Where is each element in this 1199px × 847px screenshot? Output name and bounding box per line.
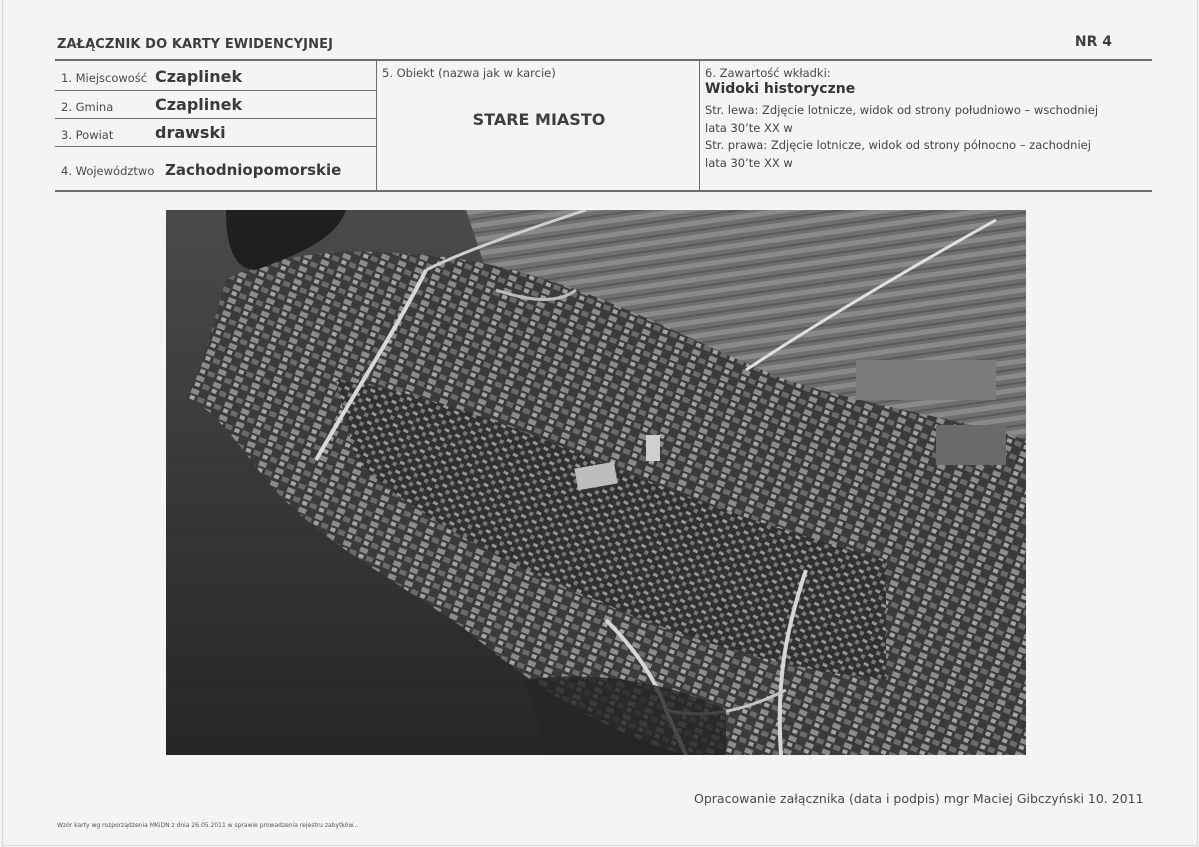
document-number: NR 4 [1074,34,1112,50]
gmina-value: Czaplinek [155,95,243,114]
row-divider-1 [55,90,376,91]
zawartosc-title: Widoki historyczne [705,81,856,97]
powiat-value: drawski [155,123,226,142]
regulation-footnote: Wzór karty wg rozporządzenia MKiDN z dnia 26.05.2011 w sprawie prowadzenia rejestru zabytków... [57,822,359,829]
document-title: ZAŁĄCZNIK DO KARTY EWIDENCYJNEJ [57,37,334,52]
row-divider-2 [55,118,376,119]
table-bottom-rule [55,190,1152,192]
gmina-label: 2. Gmina [61,100,114,114]
obiekt-label: 5. Obiekt (nazwa jak w karcie) [382,66,556,80]
zawartosc-line-4: lata 30’te XX w [705,156,793,170]
miejscowosc-value: Czaplinek [155,67,243,86]
wojewodztwo-value: Zachodniopomorskie [165,161,342,179]
signature-line: Opracowanie załącznika (data i podpis) mgr Maciej Gibczyński 10. 2011 [694,791,1144,806]
column-divider-1 [376,61,377,191]
zawartosc-line-3: Str. prawa: Zdjęcie lotnicze, widok od strony północno – zachodniej [705,138,1091,152]
zawartosc-line-1: Str. lewa: Zdjęcie lotnicze, widok od strony południowo – wschodniej [705,103,1099,117]
wojewodztwo-label: 4. Województwo [61,164,155,178]
miejscowosc-label: 1. Miejscowość [61,71,148,85]
aerial-photo [166,210,1026,755]
zawartosc-line-2: lata 30’te XX w [705,121,793,135]
row-divider-3 [55,146,376,147]
table-top-rule [55,59,1152,61]
obiekt-value: STARE MIASTO [472,110,606,129]
powiat-label: 3. Powiat [61,128,114,142]
zawartosc-label: 6. Zawartość wkładki: [705,66,831,80]
